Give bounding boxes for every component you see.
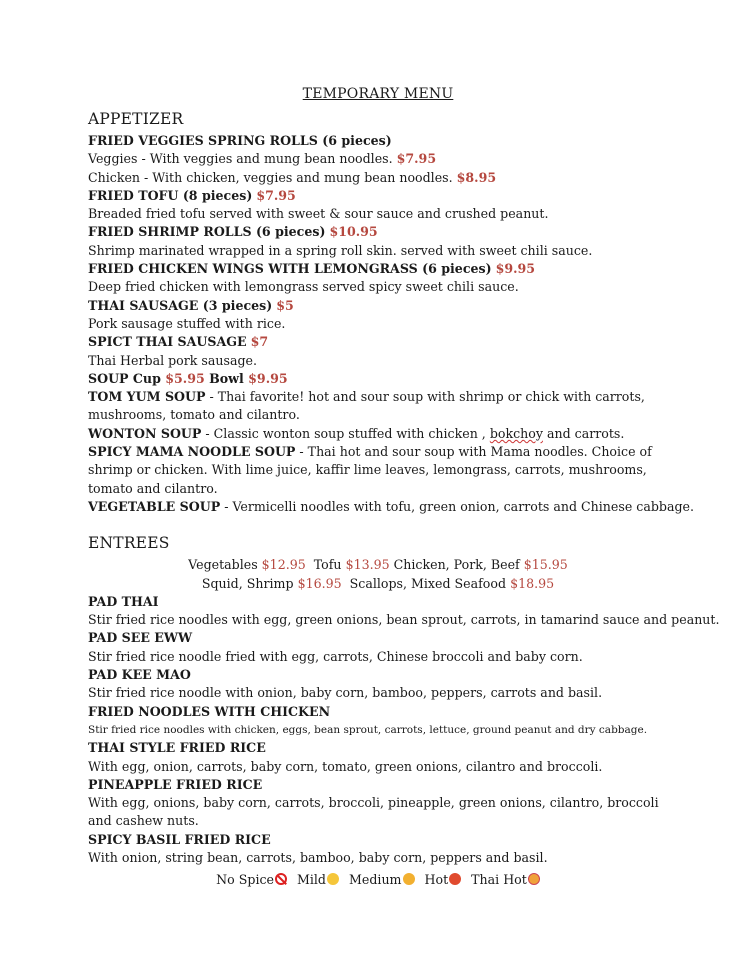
tier-label: Squid, Shrimp bbox=[201, 575, 294, 591]
soup-bowl-label: Bowl bbox=[209, 370, 244, 386]
item-mama bbox=[88, 443, 668, 498]
spacer bbox=[88, 516, 668, 534]
angry-face-icon bbox=[449, 873, 461, 885]
item-price: $7.95 bbox=[396, 151, 437, 167]
spice-legend bbox=[88, 871, 668, 889]
soup-prices bbox=[88, 370, 668, 388]
item-desc: Stir fried rice noodles with chicken, eggs, bean sprout, carrots, lettuce, ground peanut and dry cabbage. bbox=[88, 723, 648, 736]
item-name: FRIED TOFU (8 pieces) bbox=[88, 187, 253, 203]
tier-price: $16.95 bbox=[297, 575, 342, 591]
item-price: $7 bbox=[250, 334, 269, 350]
item-price: $10.95 bbox=[329, 224, 378, 240]
item-header bbox=[88, 260, 668, 278]
item-desc: Stir fried rice noodle fried with egg, carrots, Chinese broccoli and baby corn. bbox=[88, 648, 583, 664]
item-name: WONTON SOUP bbox=[88, 425, 202, 441]
item-name: THAI STYLE FRIED RICE bbox=[88, 740, 266, 756]
item-name: PAD THAI bbox=[88, 593, 159, 609]
item-name: SPICY BASIL FRIED RICE bbox=[88, 831, 271, 847]
item-desc: Shrimp marinated wrapped in a spring roll skin. served with sweet chili sauce. bbox=[88, 242, 593, 258]
item-name: FRIED CHICKEN WINGS WITH LEMONGRASS (6 pieces) bbox=[88, 261, 492, 277]
item-desc: With egg, onions, baby corn, carrots, broccoli, pineapple, green onions, cilantro, broccoli and cashew nuts. bbox=[88, 795, 659, 829]
spice-level bbox=[349, 871, 415, 889]
item-desc: With egg, onion, carrots, baby corn, tomato, green onions, cilantro and broccoli. bbox=[88, 758, 603, 774]
spice-label: Hot bbox=[424, 872, 449, 888]
soup-bowl-price: $9.95 bbox=[248, 370, 288, 386]
tier-label: Vegetables bbox=[188, 557, 258, 573]
item-name: PINEAPPLE FRIED RICE bbox=[88, 776, 263, 792]
item-desc: Breaded fried tofu served with sweet & sour sauce and crushed peanut. bbox=[88, 206, 549, 222]
item-name: THAI SAUSAGE (3 pieces) bbox=[88, 297, 273, 313]
item-desc bbox=[88, 169, 668, 187]
spice-label: Mild bbox=[296, 872, 326, 888]
item-wonton bbox=[88, 425, 668, 443]
item-name: FRIED SHRIMP ROLLS (6 pieces) bbox=[88, 224, 326, 240]
item-desc: - Thai hot and sour soup with Mama noodles. Choice of shrimp or chicken. With lime juice, kaffir lime leaves, lemongrass, carrots, mushrooms, tomato and cilantro. bbox=[88, 444, 652, 496]
item-desc: Stir fried rice noodles with egg, green onions, bean sprout, carrots, in tamarind sauce and peanut. bbox=[88, 612, 720, 628]
menu-page bbox=[88, 86, 720, 890]
item-name: TOM YUM SOUP bbox=[88, 389, 206, 405]
item-desc: Pork sausage stuffed with rice. bbox=[88, 315, 286, 331]
entree-price-tiers-row1 bbox=[88, 556, 668, 574]
soup-cup-price: $5.95 bbox=[165, 370, 205, 386]
spice-label: Thai Hot bbox=[471, 872, 527, 888]
item-name: SPICY MAMA NOODLE SOUP bbox=[88, 444, 296, 460]
tier-label: Scallops, Mixed Seafood bbox=[349, 575, 507, 591]
item-desc: - Vermicelli noodles with tofu, green onion, carrots and Chinese cabbage. bbox=[220, 498, 694, 514]
tier-price: $13.95 bbox=[345, 557, 390, 573]
item-price: $9.95 bbox=[495, 261, 536, 277]
spice-level bbox=[216, 871, 287, 889]
spice-level bbox=[425, 871, 462, 889]
veggie-desc: Veggies - With veggies and mung bean noodles. bbox=[88, 151, 393, 167]
item-price: $5 bbox=[276, 297, 294, 313]
spice-level bbox=[471, 871, 540, 889]
item-header bbox=[88, 297, 668, 315]
chicken-desc: Chicken - With chicken, veggies and mung bean noodles. bbox=[88, 169, 453, 185]
item-desc: - Classic wonton soup stuffed with chicken , bbox=[201, 425, 490, 441]
tier-price: $18.95 bbox=[510, 575, 555, 591]
page-title: TEMPORARY MENU bbox=[302, 86, 454, 102]
soup-cup-label: SOUP Cup bbox=[88, 370, 161, 386]
tier-label: Chicken, Pork, Beef bbox=[393, 557, 520, 573]
spellcheck-word: bokchoy bbox=[489, 425, 543, 441]
item-header bbox=[88, 333, 668, 351]
tier-price: $15.95 bbox=[523, 557, 568, 573]
item-price: $7.95 bbox=[256, 187, 296, 203]
item-desc: Thai Herbal pork sausage. bbox=[88, 352, 257, 368]
spice-label: Medium bbox=[349, 872, 402, 888]
item-name: VEGETABLE SOUP bbox=[88, 498, 221, 514]
item-price: $8.95 bbox=[456, 169, 497, 185]
item-header bbox=[88, 187, 668, 205]
item-name: PAD KEE MAO bbox=[88, 667, 191, 683]
item-desc: With onion, string bean, carrots, bamboo, baby corn, peppers and basil. bbox=[88, 849, 548, 865]
item-desc bbox=[88, 150, 668, 168]
item-header bbox=[88, 223, 668, 241]
item-name: PAD SEE EWW bbox=[88, 630, 193, 646]
entree-price-tiers-row2 bbox=[88, 575, 668, 593]
worried-face-icon bbox=[403, 873, 415, 885]
item-desc: and carrots. bbox=[542, 425, 625, 441]
item-name: SPICT THAI SAUSAGE bbox=[88, 334, 247, 350]
item-desc: - Thai favorite! hot and sour soup with shrimp or chick with carrots, mushrooms, tomato and cilantro. bbox=[88, 389, 645, 423]
item-name: FRIED NOODLES WITH CHICKEN bbox=[88, 703, 331, 719]
spice-label: No Spice bbox=[216, 872, 274, 888]
spice-level bbox=[297, 871, 339, 889]
section-heading-appetizer: APPETIZER bbox=[88, 110, 184, 128]
tier-price: $12.95 bbox=[261, 557, 306, 573]
hot-face-icon bbox=[528, 873, 540, 885]
item-name: FRIED VEGGIES SPRING ROLLS (6 pieces) bbox=[88, 133, 392, 148]
item-desc: Deep fried chicken with lemongrass served spicy sweet chili sauce. bbox=[88, 279, 519, 295]
no-entry-icon bbox=[275, 873, 287, 885]
section-heading-entrees: ENTREES bbox=[88, 534, 170, 553]
item-vegetable-soup bbox=[88, 498, 694, 516]
item-tom-yum bbox=[88, 388, 668, 425]
smile-icon bbox=[327, 873, 339, 885]
item-desc: Stir fried rice noodle with onion, baby corn, bamboo, peppers, carrots and basil. bbox=[88, 685, 603, 701]
tier-label: Tofu bbox=[313, 557, 342, 573]
